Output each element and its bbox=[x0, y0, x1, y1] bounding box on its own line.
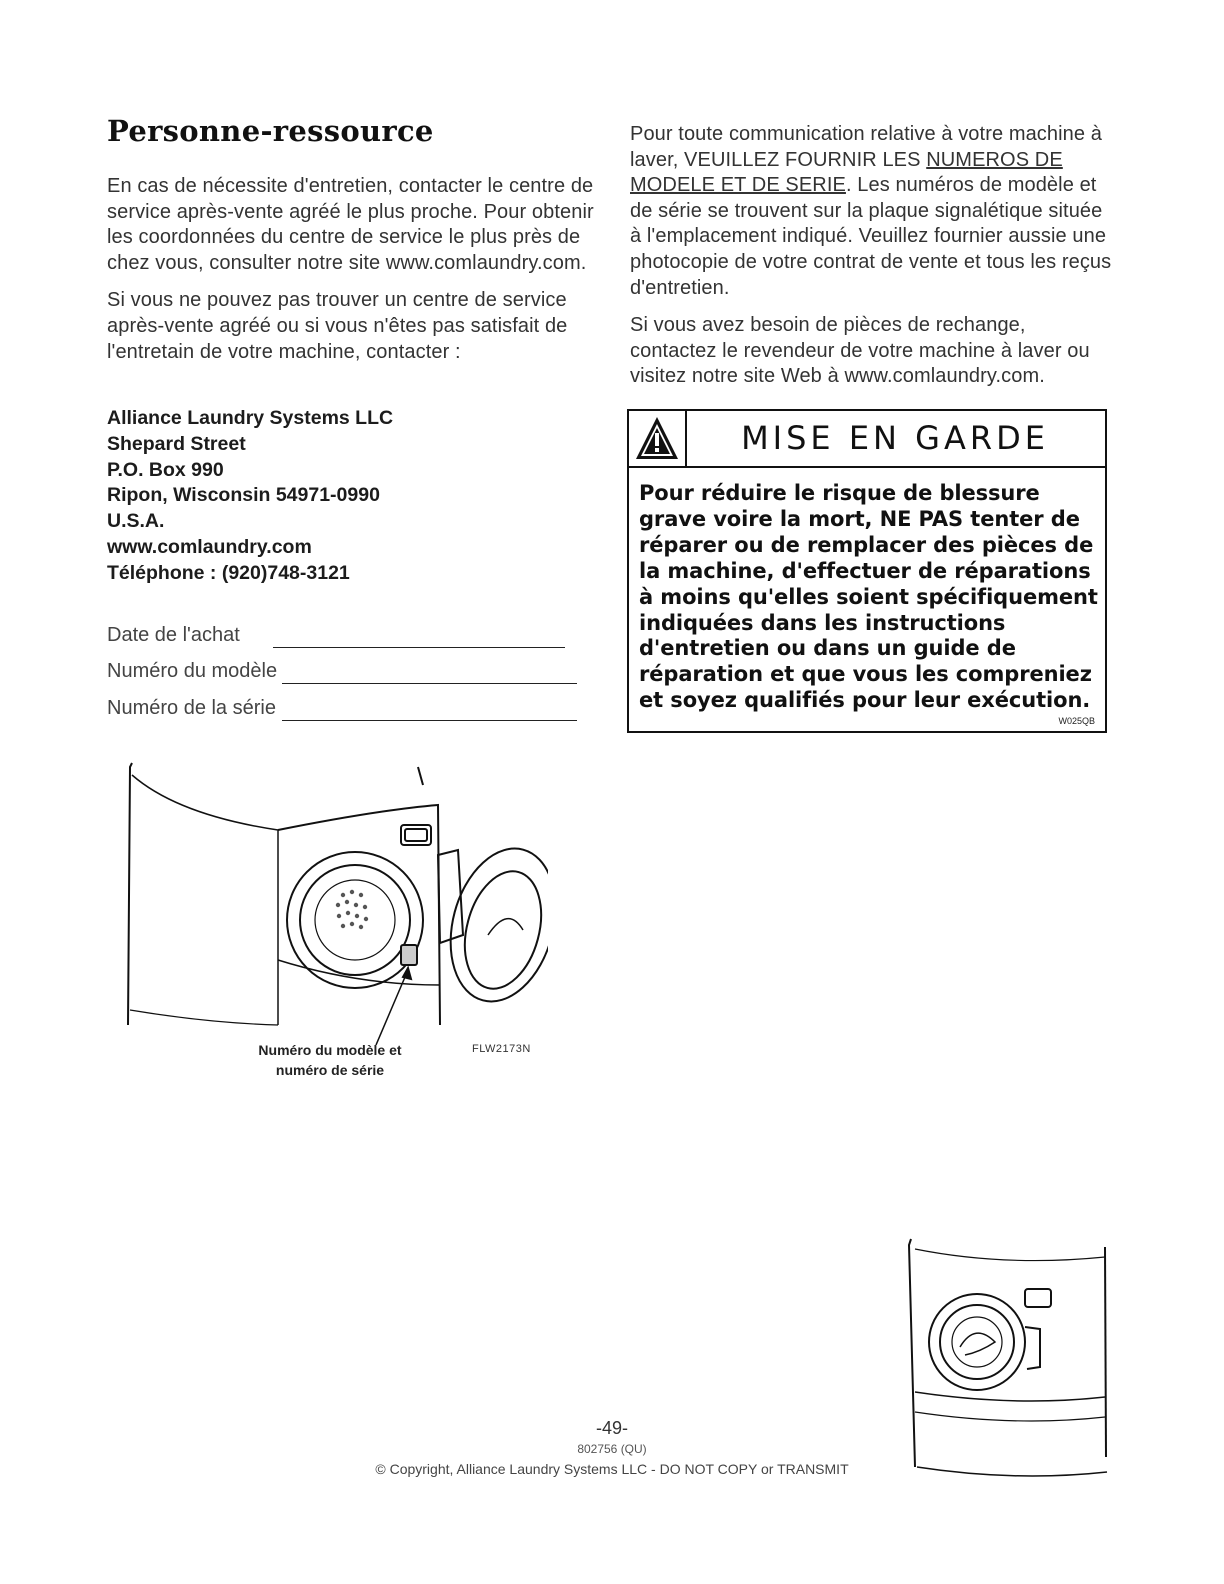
service-paragraph: En cas de nécessite d'entretien, contacter le centre de service après-vente agréé le plus proche. Pour obtenir les coordonnées du centre de service le plus près de chez vous, consulter notre site www.comlaundry.com. bbox=[107, 175, 594, 274]
copyright-notice: © Copyright, Alliance Laundry Systems LLC - DO NOT COPY or TRANSMIT bbox=[375, 1461, 849, 1477]
warning-box bbox=[627, 409, 1107, 733]
company-name: Alliance Laundry Systems LLC bbox=[107, 407, 394, 429]
model-serial-paragraph: Pour toute communication relative à votre machine à laver, VEUILLEZ FOURNIR LES NUMEROS DE MODELE ET DE SERIE. Les numéros de modèle et de série se trouvent sur la plaque signalétique située à l'emplacement indiqué. Veuillez fournier aussie une photocopie de votre contrat de vente et tous les reçus d'entretien. bbox=[630, 123, 1112, 299]
serial-number-field[interactable] bbox=[107, 697, 577, 725]
document-id: 802756 (QU) bbox=[577, 1442, 647, 1456]
figure-code: FLW2173N bbox=[472, 1043, 531, 1055]
unsatisfied-paragraph: Si vous ne pouvez pas trouver un centre de service après-vente agréé ou si vous n'êtes pas satisfait de l'entretain de votre machine, contacter : bbox=[107, 289, 568, 363]
warning-text: Pour réduire le risque de blessure grave voire la mort, NE PAS tenter de réparer ou de remplacer des pièces de la machine, d'effectuer de réparations à moins qu'elles soient spécifiquement indiquées dans les instructions d'entretien ou dans un guide de réparation et que vous les compreniez et soyez qualifiés pour leur exécution. bbox=[639, 481, 1098, 713]
footer bbox=[0, 1417, 1224, 1479]
serial-number-line bbox=[282, 720, 577, 721]
model-serial-emphasis: NUMEROS DE MODELE ET DE SERIE bbox=[630, 148, 1063, 197]
contact-intro bbox=[107, 174, 597, 377]
communication-info bbox=[630, 122, 1115, 402]
model-number-label: Numéro du modèle bbox=[107, 660, 278, 682]
warning-code: W025QB bbox=[1058, 716, 1095, 726]
warning-triangle-icon bbox=[629, 411, 685, 466]
washer-serial-location-illustration bbox=[118, 755, 548, 1045]
country: U.S.A. bbox=[107, 510, 165, 533]
warning-title: MISE EN GARDE bbox=[741, 419, 1049, 457]
model-number-field[interactable] bbox=[107, 660, 577, 688]
parts-paragraph: Si vous avez besoin de pièces de rechange, contactez le revendeur de votre machine à laver ou visitez notre site Web à www.comlaundry.com. bbox=[630, 314, 1090, 388]
warning-header bbox=[629, 411, 1105, 468]
po-box: P.O. Box 990 bbox=[107, 458, 224, 481]
page-title: Personne-ressource bbox=[107, 114, 434, 148]
model-number-line bbox=[282, 683, 577, 684]
address-block bbox=[107, 406, 507, 587]
website-link[interactable]: www.comlaundry.com bbox=[107, 535, 312, 558]
page-number: -49- bbox=[595, 1418, 628, 1438]
serial-location-caption: Numéro du modèle et numéro de série bbox=[258, 1042, 402, 1078]
serial-number-label: Numéro de la série bbox=[107, 697, 276, 719]
purchase-date-label: Date de l'achat bbox=[107, 624, 240, 646]
purchase-date-line bbox=[273, 647, 565, 648]
city-zip: Ripon, Wisconsin 54971-0990 bbox=[107, 484, 380, 507]
street: Shepard Street bbox=[107, 432, 246, 455]
phone-number: Téléphone : (920)748-3121 bbox=[107, 561, 350, 584]
purchase-date-field[interactable] bbox=[107, 624, 577, 652]
